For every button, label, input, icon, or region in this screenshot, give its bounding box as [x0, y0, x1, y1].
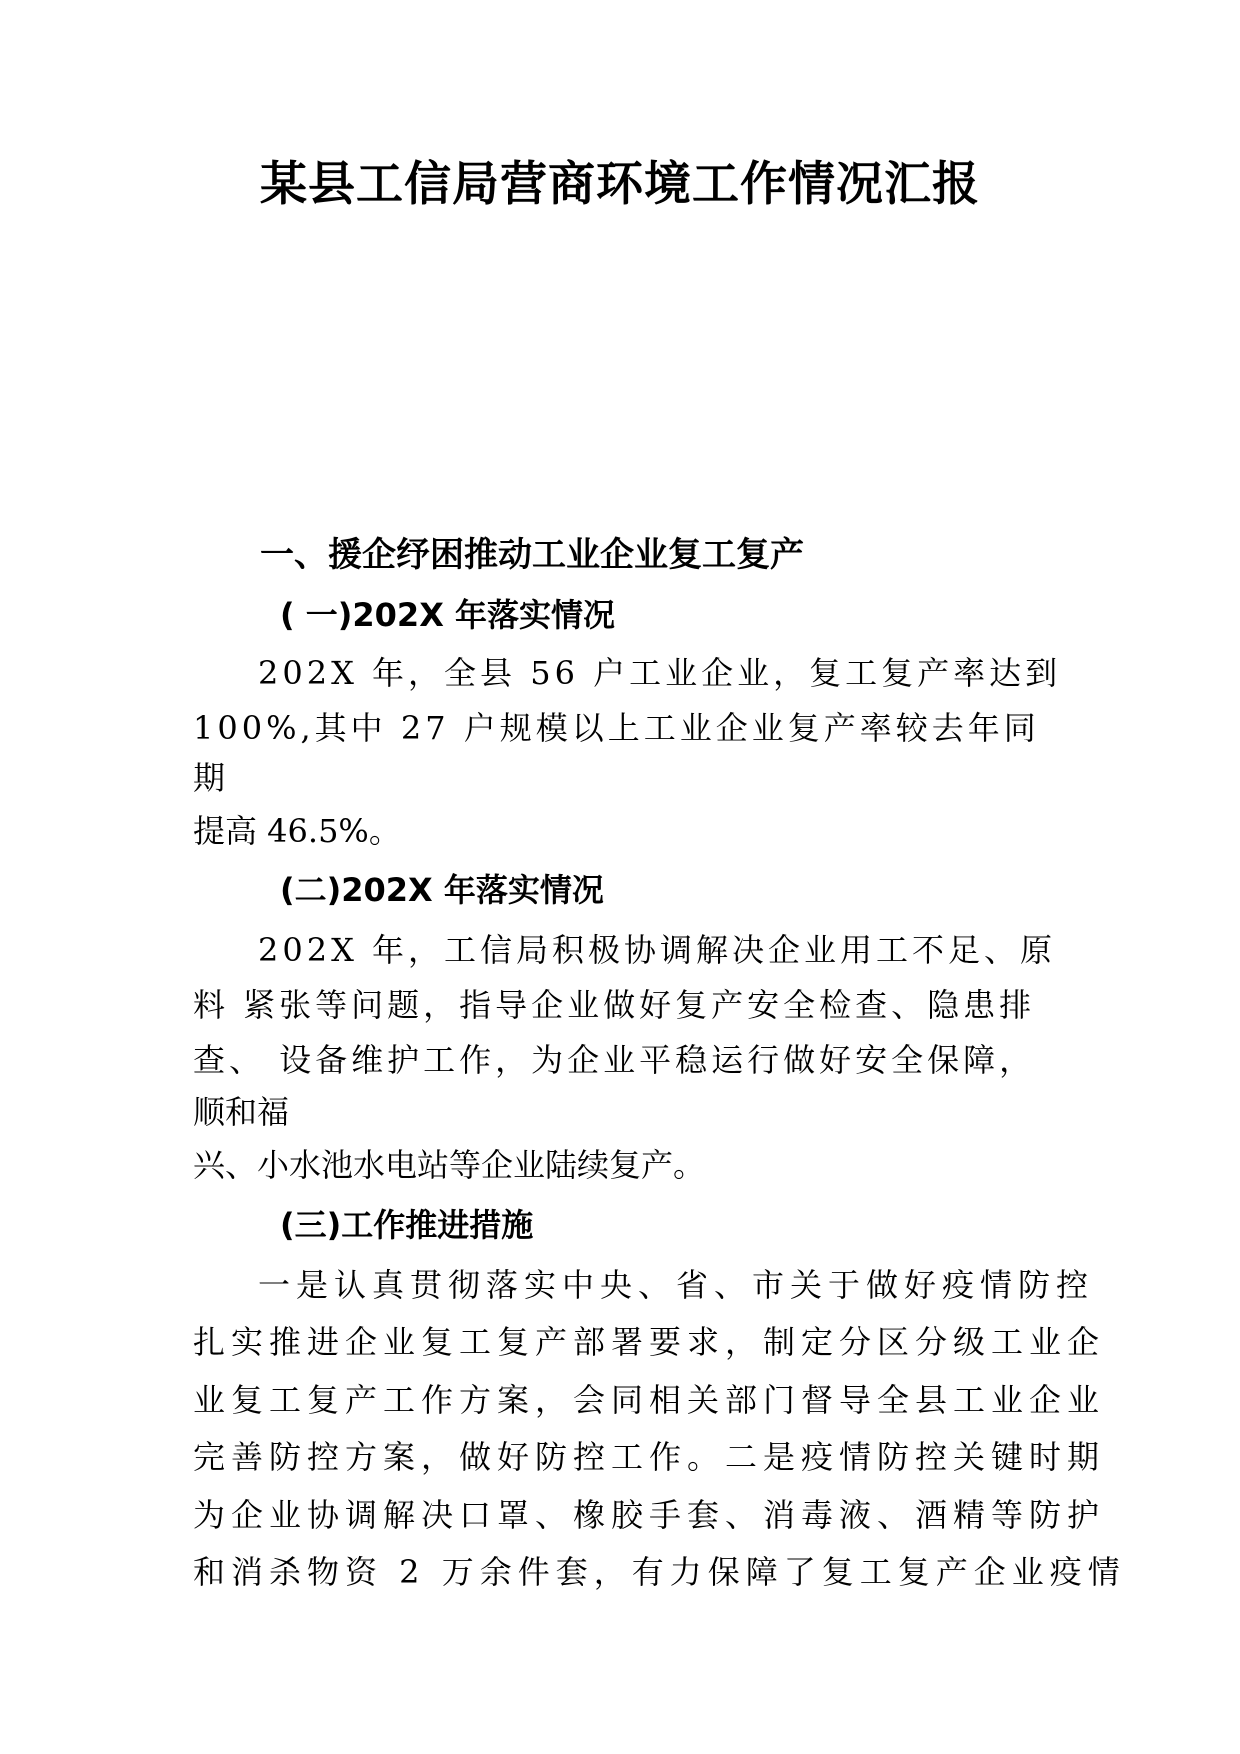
paragraph-line: 一是认真贯彻落实中央、省、市关于做好疫情防控 [258, 1266, 1095, 1304]
paragraph-line: 兴、小水池水电站等企业陆续复产。 [193, 1146, 706, 1184]
paragraph-line: 完善防控方案，做好防控工作。二是疫情防控关键时期 [193, 1438, 1106, 1476]
paragraph-line: 100%,其中 27 户规模以上工业企业复产率较去年同 [193, 709, 1040, 747]
paragraph-line: 扎实推进企业复工复产部署要求，制定分区分级工业企 [193, 1323, 1106, 1361]
paragraph-line: 202X 年，工信局积极协调解决企业用工不足、原 [258, 931, 1057, 969]
paragraph-line: 为企业协调解决口罩、橡胶手套、消毒液、酒精等防护 [193, 1496, 1106, 1534]
subsection-heading-1: ( 一)202X 年落实情况 [280, 596, 616, 634]
paragraph-line: 期 [193, 759, 226, 797]
document-title: 某县工信局营商环境工作情况汇报 [260, 157, 980, 212]
paragraph-line: 和消杀物资 2 万余件套，有力保障了复工复产企业疫情 [193, 1553, 1126, 1591]
subsection-heading-3: (三)工作推进措施 [280, 1206, 534, 1244]
paragraph-line: 料 紧张等问题，指导企业做好复产安全检查、隐患排 [193, 986, 1036, 1024]
paragraph-line: 业复工复产工作方案，会同相关部门督导全县工业企业 [193, 1381, 1106, 1419]
subsection-heading-2: (二)202X 年落实情况 [280, 871, 604, 909]
section-heading-1: 一、援企纾困推动工业企业复工复产 [260, 535, 804, 575]
paragraph-line: 查、 设备维护工作，为企业平稳运行做好安全保障， [193, 1041, 1036, 1079]
paragraph-line: 202X 年，全县 56 户工业企业，复工复产率达到 [258, 654, 1062, 692]
paragraph-line: 提高 46.5%。 [193, 812, 401, 850]
paragraph-line: 顺和福 [193, 1093, 290, 1131]
